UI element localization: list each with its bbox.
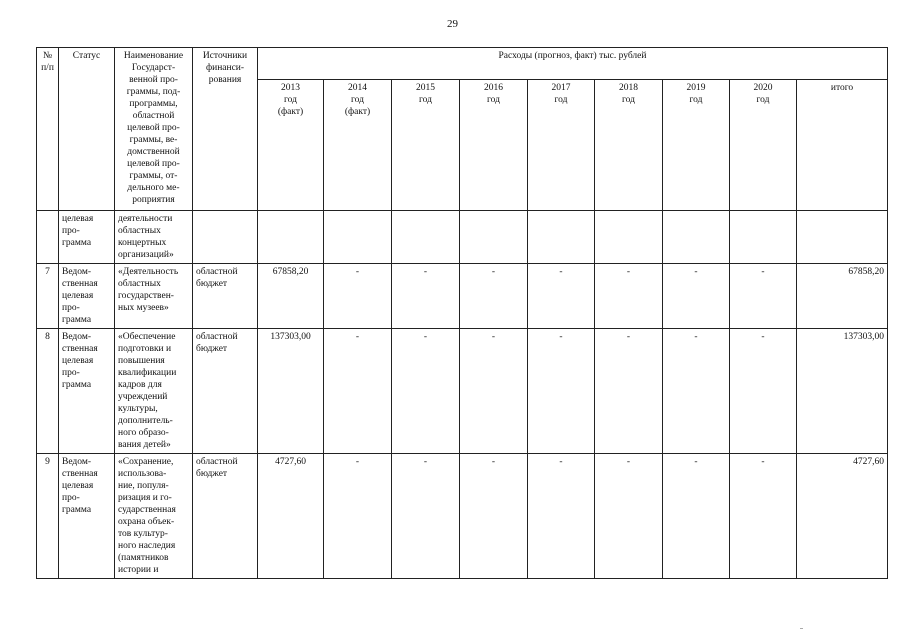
table-row: [37, 454, 888, 579]
row-name: «Деятельность областных государствен- ных музеев»: [115, 264, 193, 329]
row-value: -: [528, 329, 595, 454]
row-num: [37, 211, 59, 264]
table-row: [37, 329, 888, 454]
header-year-2020: 2020 год: [730, 80, 797, 211]
row-name: «Обеспечение подготовки и повышения квалификации кадров для учреждений культуры, дополнитель- ного образо- вания детей»: [115, 329, 193, 454]
row-status: Ведом- ственная целевая про- грамма: [59, 329, 115, 454]
row-value: [392, 211, 460, 264]
header-total: итого: [797, 80, 888, 211]
header-year-2017: 2017 год: [528, 80, 595, 211]
row-status: целевая про- грамма: [59, 211, 115, 264]
row-value: 4727,60: [258, 454, 324, 579]
row-value: -: [663, 264, 730, 329]
header-status: Статус: [59, 48, 115, 211]
row-value: 137303,00: [258, 329, 324, 454]
row-value: 67858,20: [258, 264, 324, 329]
header-year-2013: 2013 год (факт): [258, 80, 324, 211]
header-year-2018: 2018 год: [595, 80, 663, 211]
row-value: [460, 211, 528, 264]
row-value: -: [392, 329, 460, 454]
row-value: -: [392, 264, 460, 329]
row-source: областной бюджет: [193, 454, 258, 579]
row-value: -: [595, 454, 663, 579]
row-num: 8: [37, 329, 59, 454]
row-value: -: [595, 264, 663, 329]
row-num: 9: [37, 454, 59, 579]
row-value: -: [324, 264, 392, 329]
row-value: -: [663, 329, 730, 454]
header-row-top: [37, 48, 888, 80]
row-value: [663, 211, 730, 264]
row-source: областной бюджет: [193, 329, 258, 454]
row-source: областной бюджет: [193, 264, 258, 329]
header-year-2015: 2015 год: [392, 80, 460, 211]
row-value: [324, 211, 392, 264]
row-value: -: [324, 329, 392, 454]
row-name: «Сохранение, использова- ние, популя- ризация и го- сударственная охрана объек- тов культур- ного наследия (памятников истории и: [115, 454, 193, 579]
row-value: -: [460, 264, 528, 329]
row-value: -: [663, 454, 730, 579]
row-value: -: [324, 454, 392, 579]
row-value: [595, 211, 663, 264]
row-value: -: [595, 329, 663, 454]
row-status: Ведом- ственная целевая про- грамма: [59, 264, 115, 329]
table-row: [37, 264, 888, 329]
row-num: 7: [37, 264, 59, 329]
budget-table: [36, 47, 888, 579]
row-status: Ведом- ственная целевая про- грамма: [59, 454, 115, 579]
scan-mark: [800, 628, 803, 629]
row-total: 67858,20: [797, 264, 888, 329]
row-value: [730, 211, 797, 264]
header-year-2016: 2016 год: [460, 80, 528, 211]
header-name: Наименование Государст- венной про- граммы, под- программы, областной целевой про- граммы, ве- домственной целевой про- граммы, от- дельного ме- роприятия: [115, 48, 193, 211]
row-source: [193, 211, 258, 264]
row-total: 4727,60: [797, 454, 888, 579]
row-value: [528, 211, 595, 264]
header-year-2019: 2019 год: [663, 80, 730, 211]
page-number: 29: [447, 18, 458, 30]
row-value: -: [460, 454, 528, 579]
row-total: [797, 211, 888, 264]
row-value: [258, 211, 324, 264]
row-value: -: [528, 264, 595, 329]
table-row: [37, 211, 888, 264]
row-name: деятельности областных концертных организаций»: [115, 211, 193, 264]
row-value: -: [528, 454, 595, 579]
row-value: -: [730, 329, 797, 454]
header-expenses: Расходы (прогноз, факт) тыс. рублей: [258, 48, 888, 80]
row-value: -: [730, 264, 797, 329]
row-value: -: [392, 454, 460, 579]
row-total: 137303,00: [797, 329, 888, 454]
header-source: Источники финанси- рования: [193, 48, 258, 211]
header-num: № п/п: [37, 48, 59, 211]
row-value: -: [730, 454, 797, 579]
row-value: -: [460, 329, 528, 454]
header-year-2014: 2014 год (факт): [324, 80, 392, 211]
